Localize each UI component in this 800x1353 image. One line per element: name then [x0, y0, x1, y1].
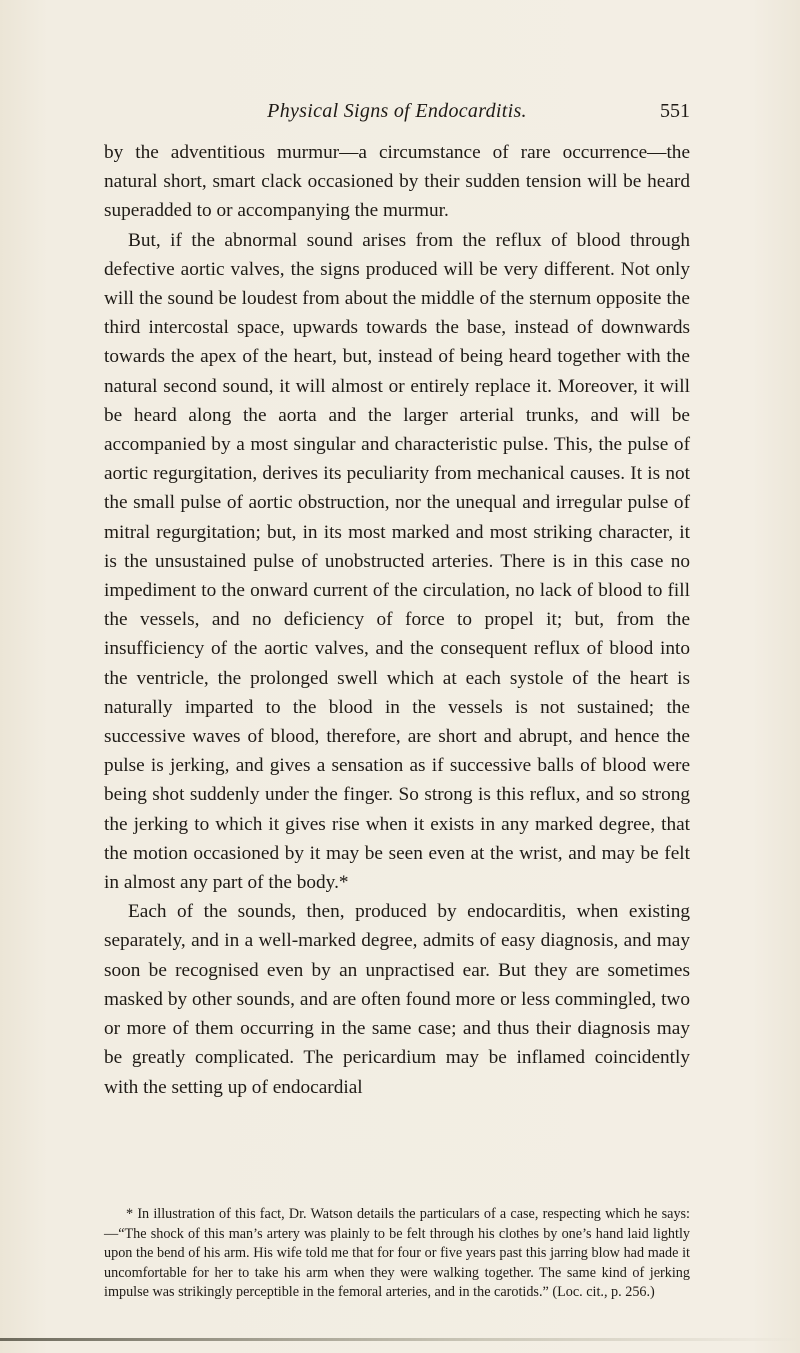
- page-edge-shadow: [0, 1338, 800, 1341]
- page-header: [104, 100, 690, 130]
- paragraph-continuation: by the adventitious murmur—a circumstance of rare occurrence—the natural short, smart clack occasioned by their sudden tension will be heard superadded to or accompanying the murmur.: [104, 142, 690, 222]
- footnote: * In illustration of this fact, Dr. Watson details the particulars of a case, respecting which he says:—“The shock of this man’s artery was plainly to be felt through his clothes by one’s hand laid lightly upon the bend of his arm. His wife told me that for four or five years past this jarring blow had made it uncomfortable for her to take his arm when they were walking together. The same kind of jerking impulse was strikingly perceptible in the femoral arteries, and in the carotids.” (Loc. cit., p. 256.): [104, 1206, 690, 1301]
- body-text: [104, 138, 690, 1102]
- running-title: Physical Signs of Endocarditis.: [267, 100, 527, 122]
- page-number: 551: [660, 100, 690, 122]
- paragraph-diagnosis: Each of the sounds, then, produced by endocarditis, when existing separately, and in a well-marked degree, admits of easy diagnosis, and may soon be recognised even by an unpractised ear. But they are sometimes masked by other sounds, and are often found more or less commingled, two or more of them occurring in the same case; and thus their diagnosis may be greatly complicated. The pericardium may be inflamed coincidently with the setting up of endocardial: [104, 901, 690, 1098]
- paragraph-aortic-regurgitation: But, if the abnormal sound arises from the reflux of blood through defective aortic valves, the signs produced will be very different. Not only will the sound be loudest from about the middle of the sternum opposite the third intercostal space, upwards towards the base, instead of downwards towards the apex of the heart, but, instead of being heard together with the natural second sound, it will almost or entirely replace it. Moreover, it will be heard along the aorta and the larger arterial trunks, and will be accompanied by a most singular and characteristic pulse. This, the pulse of aortic regurgitation, derives its peculiarity from mechanical causes. It is not the small pulse of aortic obstruction, nor the unequal and irregular pulse of mitral regurgitation; but, in its most marked and most striking character, it is the unsustained pulse of unobstructed arteries. There is in this case no impediment to the onward current of the circulation, no lack of blood to fill the vessels, and no deficiency of force to propel it; but, from the insufficiency of the aortic valves, and the consequent reflux of blood into the ventricle, the prolonged swell which at each systole of the heart is naturally imparted to the blood in the vessels is not sustained; the successive waves of blood, therefore, are short and abrupt, and hence the pulse is jerking, and gives a sensation as if successive balls of blood were being shot suddenly under the finger. So strong is this reflux, and so strong the jerking to which it gives rise when it exists in any marked degree, that the motion occasioned by it may be seen even at the wrist, and may be felt in almost any part of the body.*: [104, 229, 690, 894]
